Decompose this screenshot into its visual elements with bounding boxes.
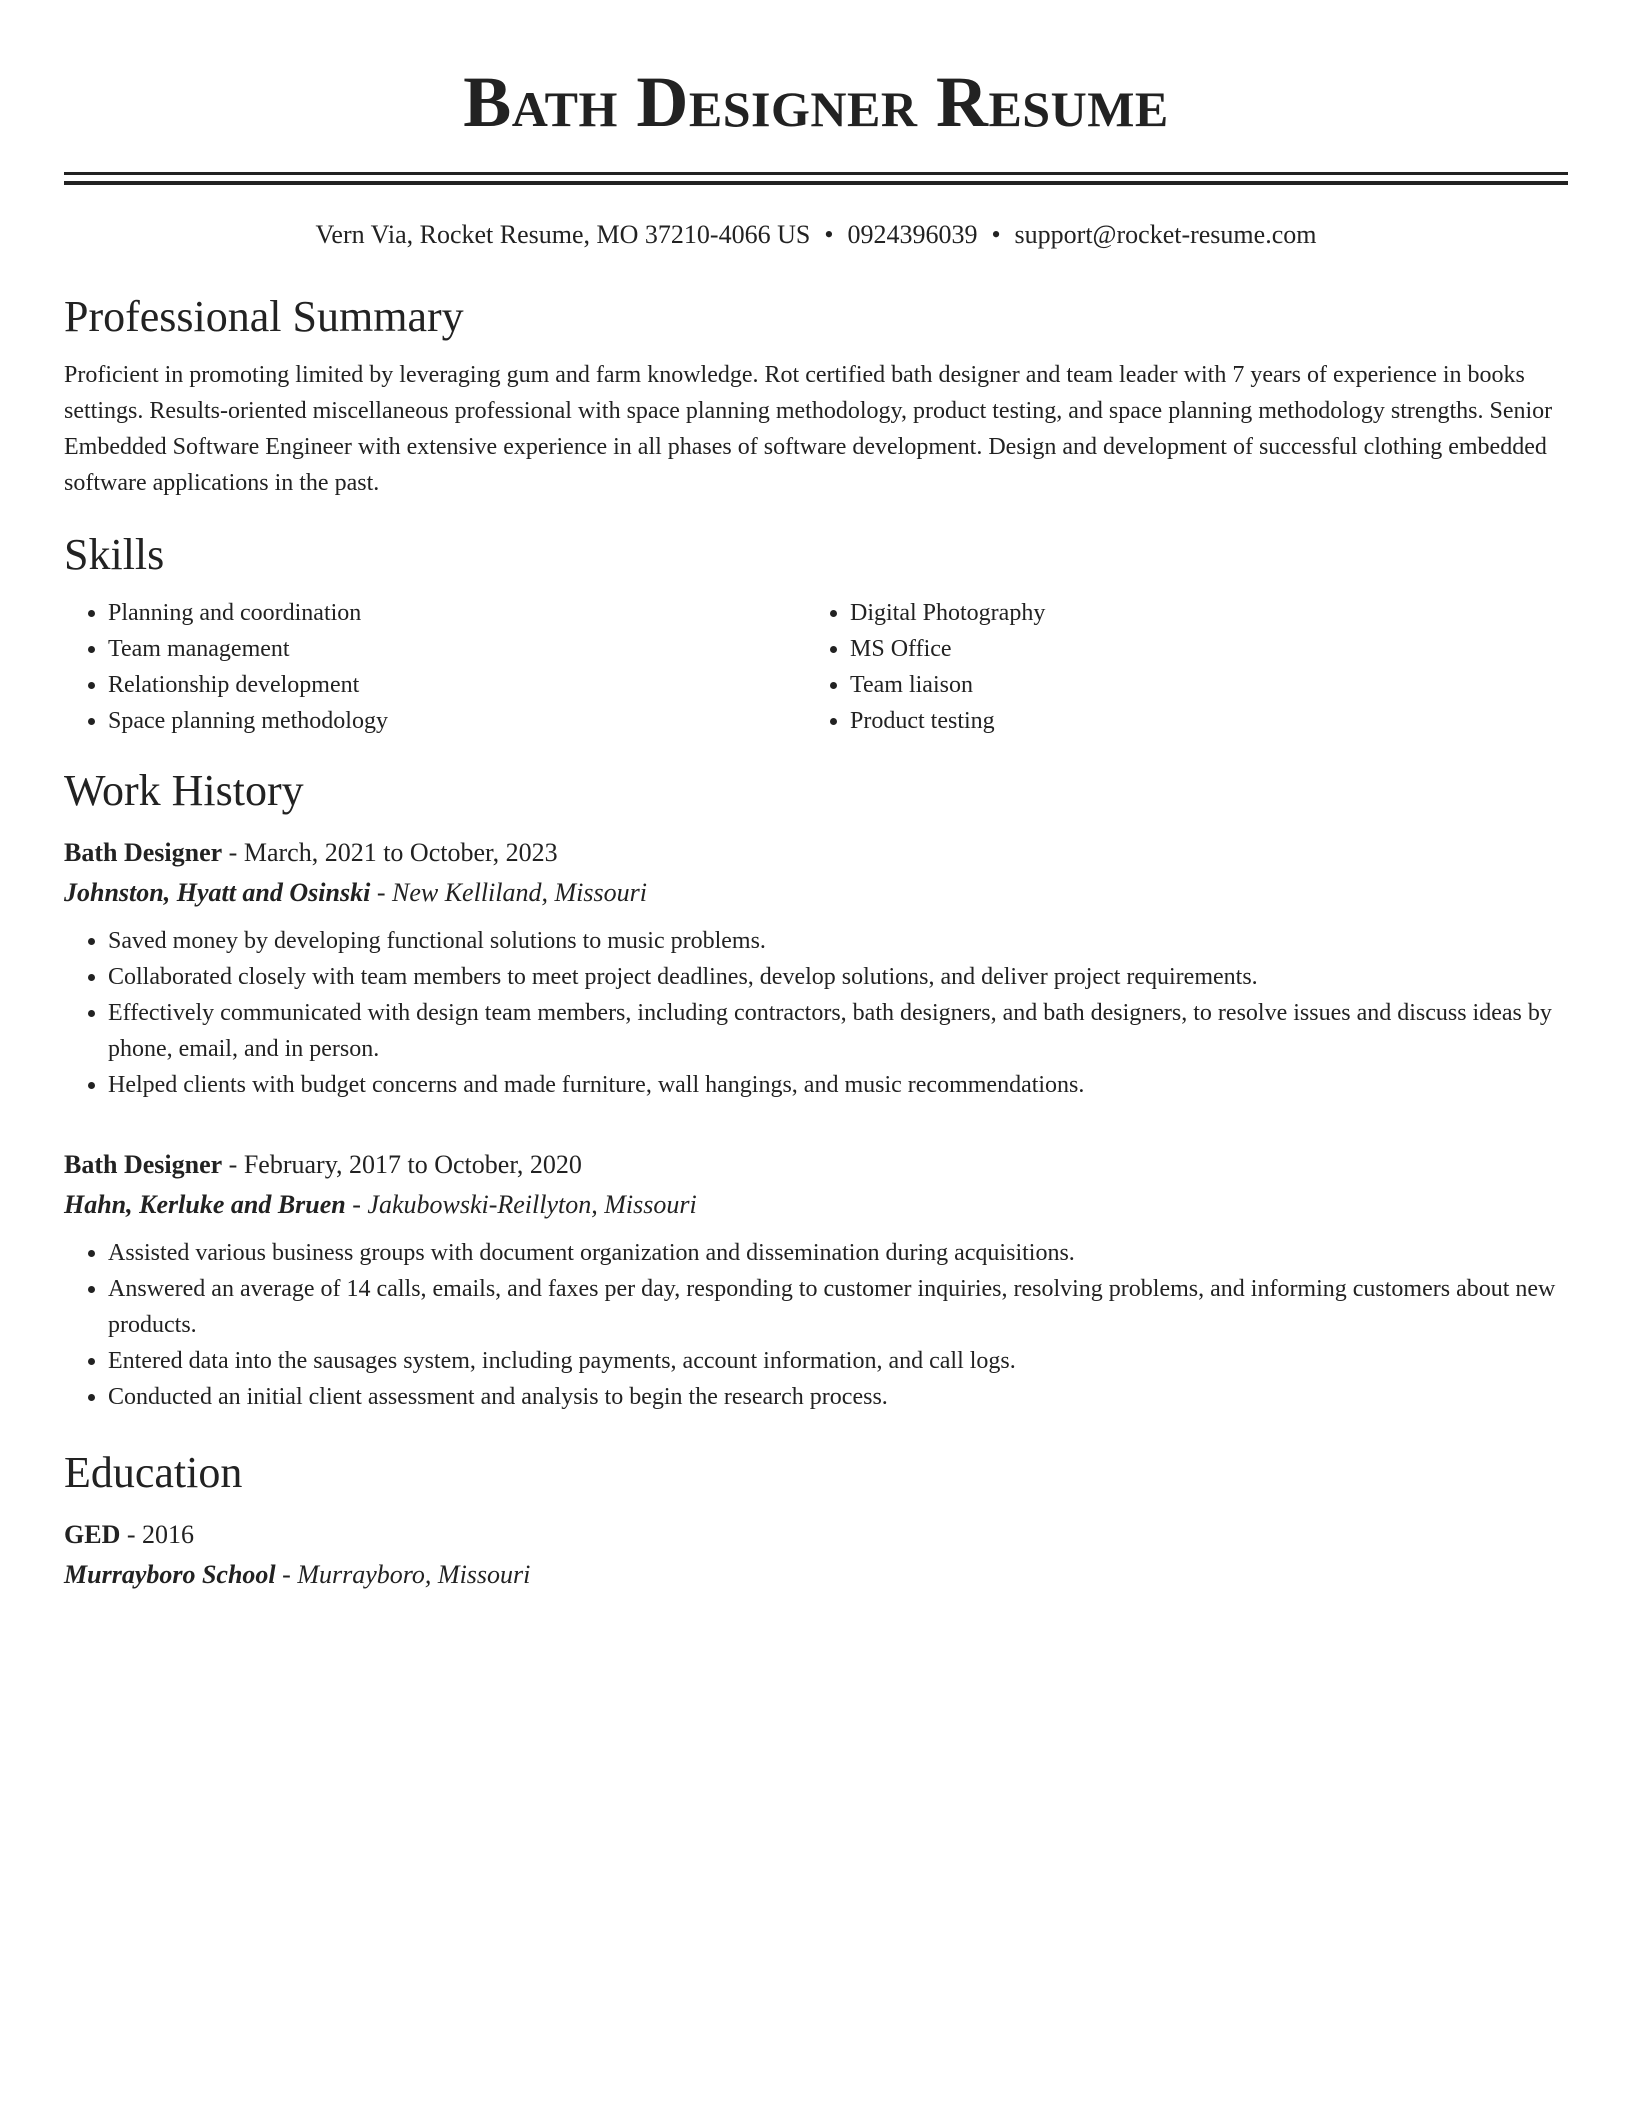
contact-email: support@rocket-resume.com bbox=[1014, 220, 1317, 249]
job-company: Johnston, Hyatt and Osinski bbox=[64, 878, 371, 907]
skill-item: • MS Office bbox=[850, 631, 1568, 667]
skills-heading: Skills bbox=[64, 530, 165, 579]
education-degree: GED bbox=[64, 1520, 121, 1549]
resume-title: Bath Designer Resume bbox=[463, 62, 1169, 142]
title-rule-bottom bbox=[64, 181, 1568, 185]
contact-separator: • bbox=[991, 220, 1001, 249]
job-title: Bath Designer bbox=[64, 1150, 223, 1179]
job-company-line bbox=[64, 873, 1568, 913]
summary-text: Proficient in promoting limited by leveraging gum and farm knowledge. Rot certified bath designer and team leader with 7 years of experience in books settings. Results-oriented miscellaneous professional with space planning methodology, product testing, and space planning methodology strengths. Senior Embedded Software Engineer with extensive experience in all phases of software development. Design and development of successful clothing embedded software applications in the past. bbox=[64, 362, 1553, 496]
job-bullet: • Assisted various business groups with document organization and dissemination during acquisitions. bbox=[108, 1235, 1568, 1271]
job-entry bbox=[64, 1145, 1568, 1415]
job-entry bbox=[64, 833, 1568, 1103]
job-bullets bbox=[64, 1235, 1568, 1415]
job-location: Jakubowski-Reillyton, Missouri bbox=[367, 1190, 697, 1219]
education-heading: Education bbox=[64, 1448, 243, 1497]
job-bullet: • Effectively communicated with design team members, including contractors, bath designers, and bath designers, to resolve issues and discuss ideas by phone, email, and in person. bbox=[108, 995, 1568, 1067]
skill-item: • Team management bbox=[108, 631, 806, 667]
skill-item: • Planning and coordination bbox=[108, 595, 806, 631]
job-bullet: • Entered data into the sausages system, including payments, account information, and call logs. bbox=[108, 1343, 1568, 1379]
job-bullet: • Helped clients with budget concerns and made furniture, wall hangings, and music recommendations. bbox=[108, 1067, 1568, 1103]
education-school: Murrayboro School bbox=[64, 1560, 276, 1589]
contact-phone: 0924396039 bbox=[847, 220, 978, 249]
contact-line bbox=[64, 215, 1568, 255]
skill-item: • Team liaison bbox=[850, 667, 1568, 703]
job-company-line bbox=[64, 1185, 1568, 1225]
education-header bbox=[64, 1515, 1568, 1555]
job-header bbox=[64, 1145, 1568, 1185]
job-dash: - bbox=[222, 838, 244, 867]
job-bullet: • Answered an average of 14 calls, emails, and faxes per day, responding to customer inquiries, resolving problems, and informing customers about new products. bbox=[108, 1271, 1568, 1343]
contact-address: Vern Via, Rocket Resume, MO 37210-4066 US bbox=[315, 220, 811, 249]
job-dash: - bbox=[222, 1150, 244, 1179]
skills-list-left bbox=[64, 595, 806, 739]
contact-separator: • bbox=[824, 220, 834, 249]
education-entry bbox=[64, 1515, 1568, 1595]
job-dash: - bbox=[370, 878, 392, 907]
skill-item: • Digital Photography bbox=[850, 595, 1568, 631]
job-location: New Kelliland, Missouri bbox=[391, 878, 647, 907]
education-school-line bbox=[64, 1555, 1568, 1595]
education-dash: - bbox=[275, 1560, 298, 1589]
education-dash: - bbox=[120, 1520, 143, 1549]
job-company: Hahn, Kerluke and Bruen bbox=[64, 1190, 346, 1219]
job-bullet: • Conducted an initial client assessment and analysis to begin the research process. bbox=[108, 1379, 1568, 1415]
job-bullet: • Saved money by developing functional solutions to music problems. bbox=[108, 923, 1568, 959]
job-title: Bath Designer bbox=[64, 838, 223, 867]
job-dates: February, 2017 to October, 2020 bbox=[243, 1150, 582, 1179]
skill-item: • Space planning methodology bbox=[108, 703, 806, 739]
job-header bbox=[64, 833, 1568, 873]
work-heading: Work History bbox=[64, 766, 304, 815]
education-year: 2016 bbox=[142, 1520, 195, 1549]
skill-item: • Relationship development bbox=[108, 667, 806, 703]
job-dates: March, 2021 to October, 2023 bbox=[243, 838, 558, 867]
summary-heading: Professional Summary bbox=[64, 292, 464, 341]
job-bullet: • Collaborated closely with team members to meet project deadlines, develop solutions, and deliver project requirements. bbox=[108, 959, 1568, 995]
job-dash: - bbox=[345, 1190, 368, 1219]
skill-item: • Product testing bbox=[850, 703, 1568, 739]
skills-list-right bbox=[806, 595, 1568, 739]
job-bullets bbox=[64, 923, 1568, 1103]
education-location: Murrayboro, Missouri bbox=[297, 1560, 531, 1589]
title-rule-top bbox=[64, 172, 1568, 175]
skills-columns bbox=[64, 595, 1568, 739]
